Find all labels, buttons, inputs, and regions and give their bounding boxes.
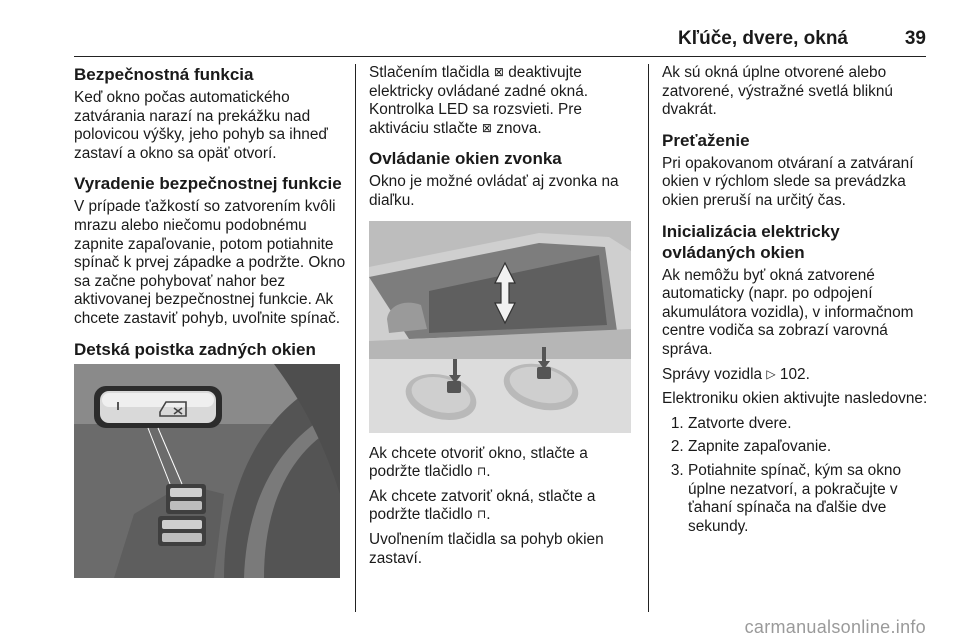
list-item: 3. Potiahnite spínač, kým sa okno úplne nezatvorí, a pokračujte v ťahaní spínača na ďalšie dve sekundy. <box>688 462 930 536</box>
remote-window-illustration <box>369 221 631 433</box>
steps-list <box>662 415 930 537</box>
paragraph-activate: Elektroniku okien aktivujte nasledovne: <box>662 390 928 408</box>
child-lock-switch-illustration <box>74 364 340 578</box>
paragraph-hazard-lights: Ak sú okná úplne otvorené alebo zatvorené, výstražné svetlá bliknú dvakrát. <box>662 64 893 119</box>
heading-overload: Preťaženie <box>662 130 750 150</box>
column-1 <box>74 64 346 578</box>
heading-remote-control: Ovládanie okien zvonka <box>369 149 562 169</box>
page-title: Kľúče, dvere, okná <box>678 28 848 49</box>
paragraph-vehicle-messages: Správy vozidla ▷ 102. <box>662 365 810 383</box>
list-item: 1. Zatvorte dvere. <box>688 415 930 434</box>
paragraph-override: V prípade ťažkostí so zatvorením kvôli mrazu alebo niečomu podobnému zapnite zapaľovanie, potom potiahnite spínač k prvej západke a podržte. Okno sa začne pohybovať nahor bez aktivovanej bezpečnostnej funkcie. Ak chcete zastaviť pohyb, uvoľnite spínač. <box>74 198 346 327</box>
paragraph-initialization: Ak nemôžu byť okná zatvorené automaticky (napr. po odpojení akumulátora vozidla), v informačnom centre vodiča sa zobrazí varovná správa. <box>662 266 914 358</box>
heading-child-lock: Detská poistka zadných okien <box>74 339 316 359</box>
page-number: 39 <box>904 28 926 49</box>
header-divider <box>74 56 926 57</box>
paragraph-close-window: Ak chcete zatvoriť okná, stlačte a podržte tlačidlo ⊓. <box>369 487 596 524</box>
padlock-open-icon: ⊓ <box>476 464 487 479</box>
page-header <box>74 28 926 56</box>
paragraph-safety-function: Keď okno počas automatického zatvárania narazí na prekážku nad polovicou výšky, jeho pohyb sa ihneď zastaví a okno sa opäť otvorí. <box>74 89 328 162</box>
watermark: carmanualsonline.info <box>744 617 926 637</box>
column-divider-2 <box>648 64 649 612</box>
paragraph-release-button: Uvoľnením tlačidla sa pohyb okien zastaví. <box>369 530 604 567</box>
paragraph-remote-control: Okno je možné ovládať aj zvonka na diaľku. <box>369 173 619 209</box>
heading-initialization: Inicializácia elektricky ovládaných okien <box>662 221 840 262</box>
list-item: 2. Zapnite zapaľovanie. <box>688 438 930 457</box>
heading-safety-function: Bezpečnostná funkcia <box>74 65 254 84</box>
window-lock-icon: ⊠ <box>481 120 492 135</box>
paragraph-overload: Pri opakovanom otváraní a zatváraní okien v rýchlom slede sa prevádzka okien preruší na určitý čas. <box>662 154 914 209</box>
paragraph-open-window: Ak chcete otvoriť okno, stlačte a podržte tlačidlo ⊓. <box>369 444 588 481</box>
triangle-ref-icon: ▷ <box>766 366 776 381</box>
column-divider-1 <box>355 64 356 612</box>
column-3 <box>662 64 930 541</box>
window-lock-icon: ⊠ <box>493 65 504 79</box>
padlock-closed-icon: ⊓ <box>476 507 487 522</box>
column-2 <box>369 64 635 574</box>
heading-override: Vyradenie bezpečnostnej funkcie <box>74 174 342 194</box>
paragraph-child-lock-usage: Stlačením tlačidla ⊠ deaktivujte elektricky ovládané zadné okná. Kontrolka LED sa rozsvieti. Pre aktiváciu stlačte ⊠ znova. <box>369 64 589 137</box>
